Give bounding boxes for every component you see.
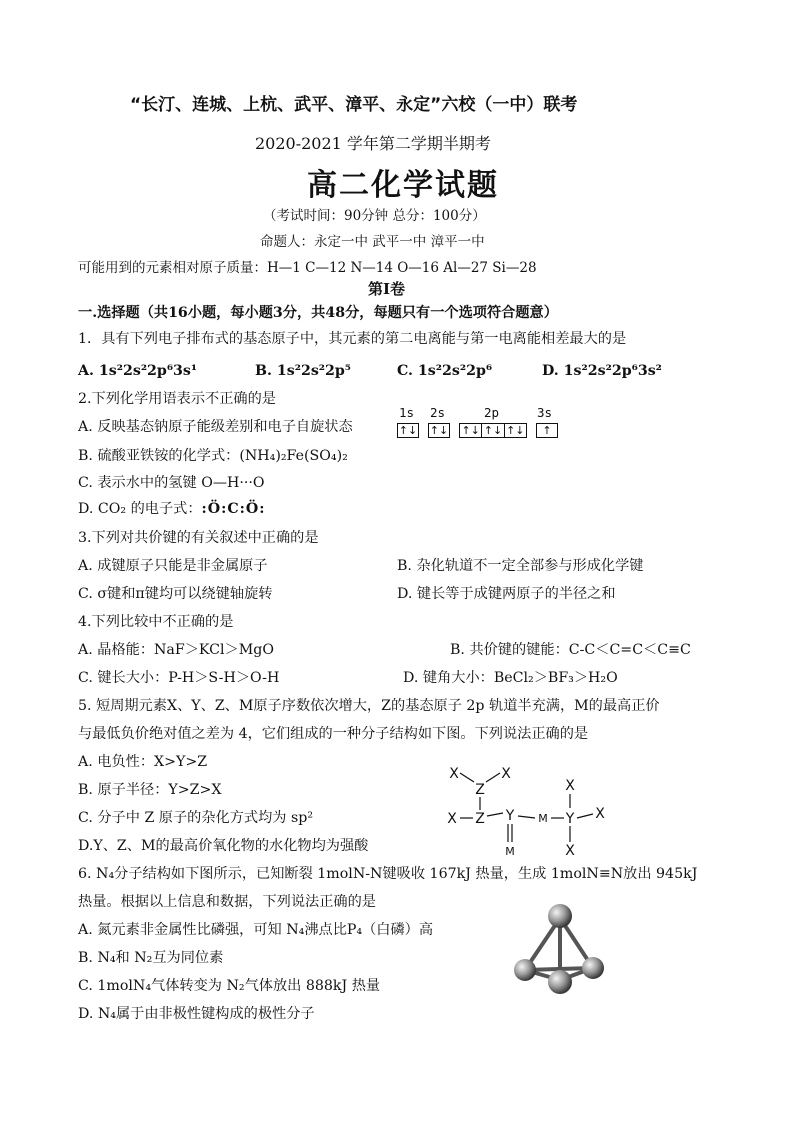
exam-term-title: 2020-2021 学年第二学期半期考 — [255, 134, 491, 153]
nitrogen-atom — [548, 970, 572, 994]
q3-option-d: D. 键长等于成键两原子的半径之和 — [397, 586, 616, 602]
section-heading: 一.选择题（共16小题，每小题3分，共48分，每题只有一个选项符合题意） — [78, 305, 558, 321]
q5-option-a: A. 电负性：X>Y>Z — [78, 754, 208, 770]
q2-option-a: A. 反映基态钠原子能级差别和电子自旋状态 — [78, 419, 353, 435]
q4-option-a: A. 晶格能：NaF＞KCl＞MgO — [78, 642, 274, 658]
q5-molecule-structure — [440, 760, 620, 860]
q2-option-b: B. 硫酸亚铁铵的化学式：(NH₄)₂Fe(SO₄)₂ — [78, 448, 348, 464]
atom-x: X — [447, 811, 457, 827]
orbital-cell: ↑↓ — [429, 424, 449, 437]
orbital-box-2s — [428, 423, 450, 438]
q5-option-c: C. 分子中 Z 原子的杂化方式均为 sp² — [78, 810, 314, 826]
orbital-box-1s — [397, 423, 419, 438]
orbital-cell: ↑↓ — [482, 424, 504, 437]
q2-option-d — [78, 500, 265, 518]
q3-option-a: A. 成键原子只能是非金属原子 — [78, 558, 268, 574]
q1-option-a: A. 1s²2s²2p⁶3s¹ — [78, 363, 198, 379]
q5-stem-line1: 5. 短周期元素X、Y、Z、M原子序数依次增大，Z的基态原子 2p 轨道半充满，M的最高正价 — [78, 698, 660, 714]
atom-m: M — [505, 845, 515, 858]
orbital-box-2p — [459, 423, 527, 438]
orbital-label-2s: 2s — [430, 405, 446, 420]
nitrogen-atom — [548, 904, 572, 928]
atom-x: X — [595, 806, 605, 822]
orbital-cell: ↑↓ — [460, 424, 482, 437]
authors: 命题人：永定一中 武平一中 漳平一中 — [260, 234, 485, 250]
q6-option-a: A. 氮元素非金属性比磷强，可知 N₄沸点比P₄（白磷）高 — [78, 922, 434, 938]
q4-option-d: D. 键角大小：BeCl₂＞BF₃＞H₂O — [403, 670, 618, 686]
orbital-cell: ↑↓ — [398, 424, 418, 437]
q2-option-d-label: D. CO₂ 的电子式： — [78, 501, 202, 517]
q1-stem: 1．具有下列电子排布式的基态原子中，其元素的第二电离能与第一电离能相差最大的是 — [78, 331, 627, 347]
q1-option-c: C. 1s²2s²2p⁶ — [397, 363, 493, 379]
q6-stem-line2: 热量。根据以上信息和数据，下列说法正确的是 — [78, 894, 376, 910]
atomic-masses: 可能用到的元素相对原子质量：H—1 C—12 N—14 O—16 Al—27 Si—28 — [78, 260, 537, 276]
q6-stem-line1: 6. N₄分子结构如下图所示，已知断裂 1molN-N键吸收 167kJ 热量，生成 1molN≡N放出 945kJ — [78, 866, 698, 882]
atom-m: M — [538, 812, 548, 825]
q2-stem: 2.下列化学用语表示不正确的是 — [78, 391, 276, 407]
q4-stem: 4.下列比较中不正确的是 — [78, 614, 234, 630]
orbital-cell: ↑↓ — [506, 424, 525, 437]
nitrogen-atom — [514, 959, 536, 981]
q6-option-b: B. N₄和 N₂互为同位素 — [78, 950, 224, 966]
q4-option-b: B. 共价键的键能：C-C＜C=C＜C≡C — [450, 642, 691, 658]
atom-z: Z — [475, 811, 485, 827]
n4-tetrahedron-image — [505, 900, 615, 1000]
orbital-label-3s: 3s — [537, 405, 553, 420]
atom-x: X — [565, 843, 575, 859]
co2-electron-formula: :Ö:C:Ö: — [201, 501, 266, 517]
q5-option-d: D.Y、Z、M的最高价氧化物的水化物均为强酸 — [78, 838, 369, 854]
atom-z: Z — [475, 782, 485, 798]
atom-y: Y — [565, 811, 575, 827]
atom-x: X — [501, 766, 511, 782]
atom-x: X — [449, 766, 459, 782]
q5-option-b: B. 原子半径：Y>Z>X — [78, 782, 222, 798]
q1-option-d: D. 1s²2s²2p⁶3s² — [542, 363, 662, 379]
q6-option-c: C. 1molN₄气体转变为 N₂气体放出 888kJ 热量 — [78, 978, 381, 994]
orbital-cell: ↑ — [542, 424, 552, 437]
volume-heading: 第Ⅰ卷 — [368, 280, 406, 298]
q5-stem-line2: 与最低负价绝对值之差为 4，它们组成的一种分子结构如下图。下列说法正确的是 — [78, 726, 589, 742]
orbital-label-1s: 1s — [399, 405, 415, 420]
nitrogen-atom — [582, 957, 604, 979]
q4-option-c: C. 键长大小：P-H＞S-H＞O-H — [78, 670, 280, 686]
q3-stem: 3.下列对共价键的有关叙述中正确的是 — [78, 530, 319, 546]
page-title: 高二化学试题 — [307, 168, 499, 203]
q6-option-d: D. N₄属于由非极性键构成的极性分子 — [78, 1006, 315, 1022]
q2-option-c: C. 表示水中的氢键 O—H···O — [78, 475, 265, 491]
atom-y: Y — [505, 808, 515, 824]
exam-union-title: “长汀、连城、上杭、武平、漳平、永定”六校（一中）联考 — [130, 95, 578, 115]
q3-option-b: B. 杂化轨道不一定全部参与形成化学键 — [397, 558, 644, 574]
orbital-box-3s — [536, 423, 558, 438]
atom-x: X — [565, 778, 575, 794]
orbital-label-2p: 2p — [484, 405, 500, 420]
q1-option-b: B. 1s²2s²2p⁵ — [255, 363, 352, 379]
exam-info: （考试时间：90分钟 总分：100分） — [263, 208, 486, 224]
q3-option-c: C. σ键和π键均可以绕键轴旋转 — [78, 586, 273, 602]
